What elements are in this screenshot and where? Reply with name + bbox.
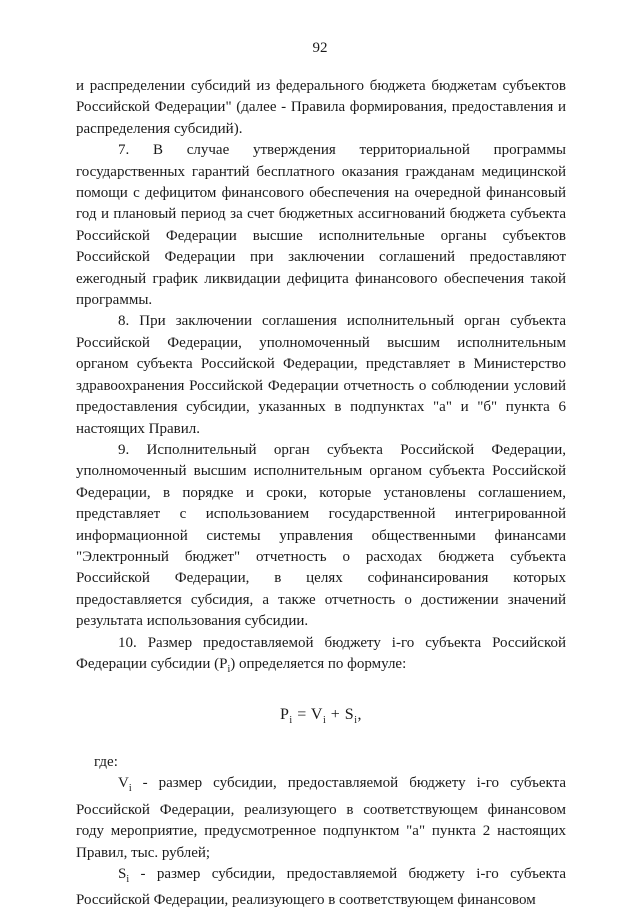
paragraph-7: 7. В случае утверждения территориальной программы государственных гарантий бесплатного оказания гражданам медицинской помощи с дефицитом финансового обеспечения на очередной финансовый год и плановый период за счет бюджетных ассигнований бюджета субъекта Российской Федерации высшие исполнительные органы субъектов Российской Федерации при заключении соглашений предоставляют ежегодный график ликвидации дефицита финансового обеспечения такой программы. bbox=[76, 142, 566, 309]
formula-equals: = bbox=[292, 706, 311, 724]
paragraph-continuation: и распределении субсидий из федерального бюджета бюджетам субъектов Российской Федерации" (далее - Правила формирования, предоставления и распределения субсидий). bbox=[76, 78, 566, 137]
formula-v: $V_i$ bbox=[310, 706, 327, 727]
symbol-p-inline: $P_i$ bbox=[219, 655, 231, 675]
formula-comma: , bbox=[357, 706, 362, 724]
paragraph-8: 8. При заключении соглашения исполнительный орган субъекта Российской Федерации, уполномоченный высшим исполнительным органом субъекта Российской Федерации, представляет в Министерство здравоохранения Российской Федерации отчетность о соблюдении условий предоставления субсидии, указанных в подпунктах "а" и "б" пункта 6 настоящих Правил. bbox=[76, 313, 566, 437]
formula-plus: + bbox=[326, 706, 345, 724]
symbol-s: $S_i$ bbox=[118, 866, 130, 885]
page-number: 92 bbox=[312, 40, 328, 56]
formula bbox=[76, 704, 566, 732]
paragraph-10-text-after: ) определяется по формуле: bbox=[230, 655, 407, 672]
paragraph-10 bbox=[76, 633, 566, 681]
formula-s: $S_i$ bbox=[344, 706, 358, 727]
symbol-v: $V_i$ bbox=[118, 775, 132, 795]
definition-v bbox=[76, 773, 566, 864]
definition-s-text: - размер субсидии, предоставляемой бюджету i-го субъекта Российской Федерации, реализующего в соответствующем финансовом bbox=[76, 866, 566, 909]
document-body bbox=[76, 76, 566, 912]
paragraph-10-text-before: 10. Размер предоставляемой бюджету i-го субъекта Российской Федерации субсидии ( bbox=[76, 634, 566, 672]
paragraph-9: 9. Исполнительный орган субъекта Российской Федерации, уполномоченный высшим исполнительным органом субъекта Российской Федерации, в порядке и сроки, которые установлены соглашением, представляет с использованием государственной интегрированной информационной системы управления общественными финансами "Электронный бюджет" отчетность о расходах бюджета субъекта Российской Федерации, в целях софинансирования которых предоставляется субсидия, а также отчетность о достижении значений результата использования субсидии. bbox=[76, 441, 566, 630]
definition-v-text: - размер субсидии, предоставляемой бюджету i-го субъекта Российской Федерации, реализующего в соответствующем финансовом году мероприятие, предусмотренное подпунктом "а" пункта 2 настоящих Правил, тыс. рублей; bbox=[76, 775, 566, 861]
formula-p: $P_i$ bbox=[280, 706, 293, 727]
where-label: где: bbox=[94, 753, 118, 770]
